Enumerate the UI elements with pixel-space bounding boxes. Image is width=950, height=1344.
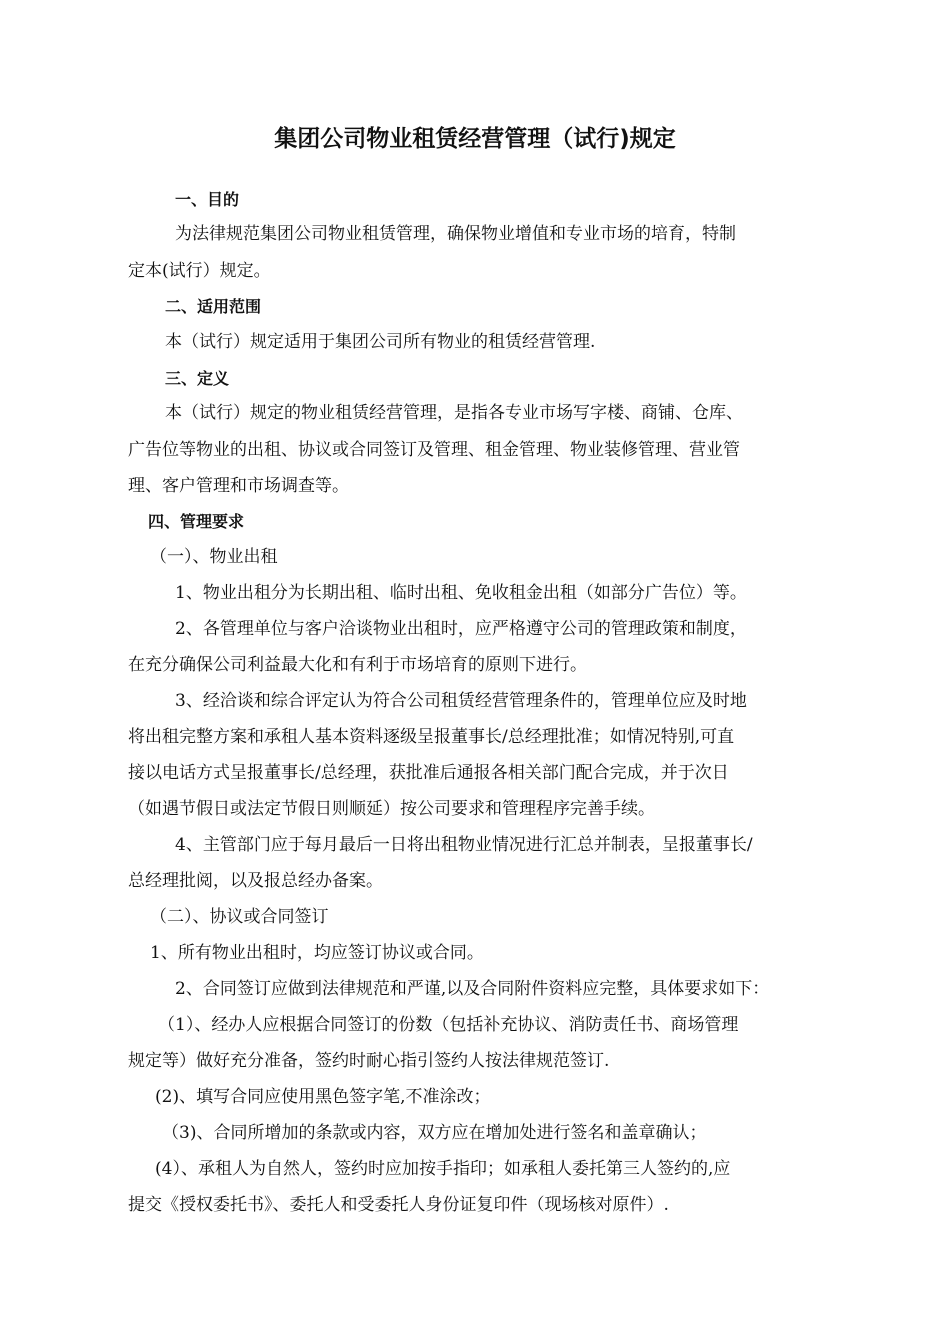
paragraph-line: 本（试行）规定的物业租赁经营管理，是指各专业市场写字楼、商铺、仓库、	[165, 403, 743, 423]
paragraph-line: 理、客户管理和市场调查等。	[128, 476, 349, 496]
paragraph-line: (4）、承租人为自然人，签约时应加按手指印；如承租人委托第三人签约的,应	[155, 1159, 731, 1179]
paragraph-line: 接以电话方式呈报董事长/总经理，获批准后通报各相关部门配合完成，并于次日	[128, 763, 729, 783]
paragraph-line: 规定等）做好充分准备，签约时耐心指引签约人按法律规范签订.	[128, 1051, 610, 1071]
paragraph-line: 总经理批阅，以及报总经办备案。	[128, 871, 383, 891]
paragraph-line: 本（试行）规定适用于集团公司所有物业的租赁经营管理.	[165, 332, 596, 352]
paragraph-line: 1、物业出租分为长期出租、临时出租、免收租金出租（如部分广告位）等。	[175, 583, 747, 603]
section-heading-purpose: 一、目的	[175, 190, 240, 209]
paragraph-line: (2)、填写合同应使用黑色签字笔,不准涂改；	[155, 1087, 491, 1107]
paragraph-line: 在充分确保公司利益最大化和有利于市场培育的原则下进行。	[128, 655, 587, 675]
paragraph-line: 定本(试行）规定。	[128, 261, 271, 281]
subsection-heading: （一）、物业出租	[150, 547, 278, 567]
paragraph-line: （3)、合同所增加的条款或内容，双方应在增加处进行签名和盖章确认；	[162, 1123, 707, 1143]
paragraph-line: （1）、经办人应根据合同签订的份数（包括补充协议、消防责任书、商场管理	[158, 1015, 739, 1035]
paragraph-line: 2、合同签订应做到法律规范和严谨,以及合同附件资料应完整，具体要求如下：	[175, 979, 770, 999]
paragraph-line: 2、各管理单位与客户洽谈物业出租时，应严格遵守公司的管理政策和制度，	[175, 619, 747, 639]
paragraph-line: 4、主管部门应于每月最后一日将出租物业情况进行汇总并制表，呈报董事长/	[175, 835, 753, 855]
paragraph-line: 广告位等物业的出租、协议或合同签订及管理、租金管理、物业装修管理、营业管	[128, 440, 740, 460]
section-heading-requirements: 四、管理要求	[148, 512, 245, 531]
paragraph-line: （如遇节假日或法定节假日则顺延）按公司要求和管理程序完善手续。	[128, 799, 655, 819]
paragraph-line: 为法律规范集团公司物业租赁管理，确保物业增值和专业市场的培育，特制	[175, 224, 736, 244]
subsection-heading: （二）、协议或合同签订	[150, 907, 329, 927]
paragraph-line: 提交《授权委托书》、委托人和受委托人身份证复印件（现场核对原件）.	[128, 1195, 669, 1215]
section-heading-scope: 二、适用范围	[165, 297, 262, 316]
section-heading-definition: 三、定义	[165, 369, 230, 388]
document-title: 集团公司物业租赁经营管理（试行)规定	[274, 126, 676, 152]
paragraph-line: 3、经洽谈和综合评定认为符合公司租赁经营管理条件的，管理单位应及时地	[175, 691, 747, 711]
paragraph-line: 1、所有物业出租时，均应签订协议或合同。	[150, 943, 484, 963]
paragraph-line: 将出租完整方案和承租人基本资料逐级呈报董事长/总经理批准；如情况特别,可直	[128, 727, 735, 747]
